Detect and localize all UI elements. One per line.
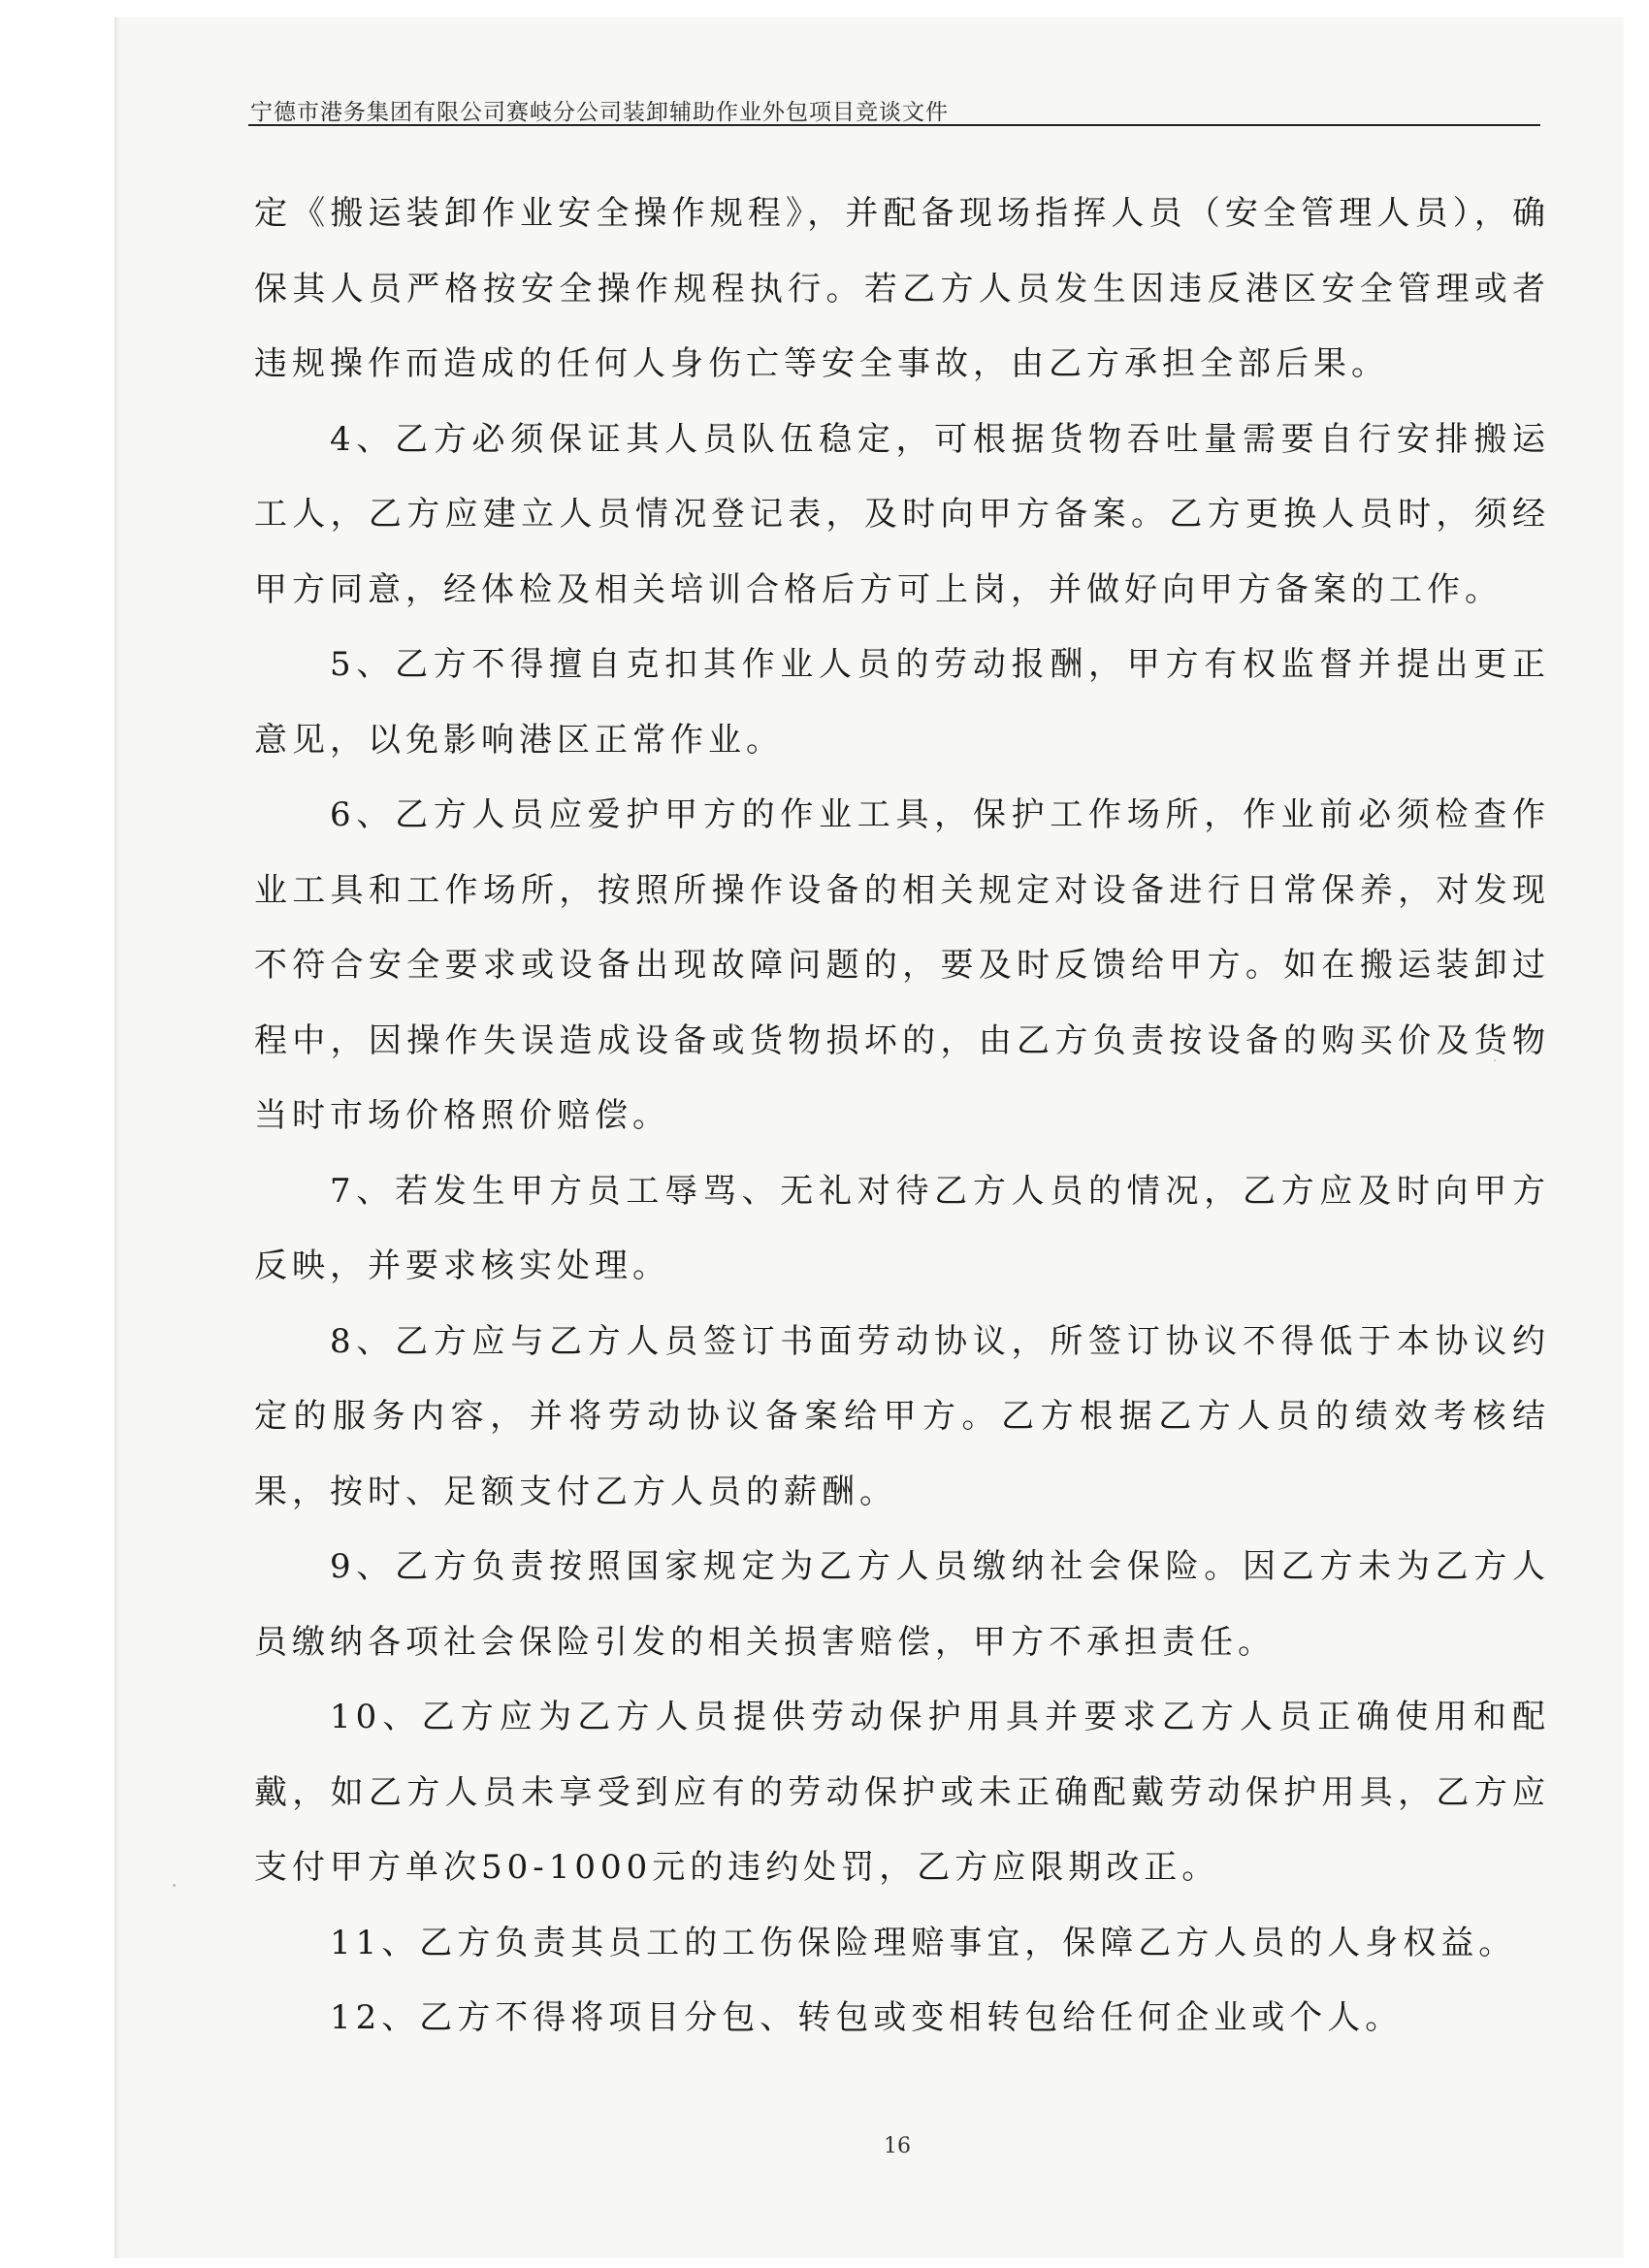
- scan-edge: [114, 17, 120, 2258]
- paragraph-clause-5: 5、乙方不得擅自克扣其作业人员的劳动报酬，甲方有权监督并提出更正意见，以免影响港区正常作业。: [254, 645, 1550, 760]
- paragraph-clause-10: 10、乙方应为乙方人员提供劳动保护用具并要求乙方人员正确使用和配戴，如乙方人员未享受到应有的劳动保护或未正确配戴劳动保护用具，乙方应支付甲方单次50-1000元的违约处罚，乙方应限期改正。: [254, 1698, 1550, 1887]
- paragraph-clause-4: 4、乙方必须保证其人员队伍稳定，可根据货物吞吐量需要自行安排搬运工人，乙方应建立人员情况登记表，及时向甲方备案。乙方更换人员时，须经甲方同意，经体检及相关培训合格后方可上岗，并做好向甲方备案的工作。: [254, 419, 1550, 609]
- paragraph-clause-8: 8、乙方应与乙方人员签订书面劳动协议，所签订协议不得低于本协议约定的服务内容，并将劳动协议备案给甲方。乙方根据乙方人员的绩效考核结果，按时、足额支付乙方人员的薪酬。: [254, 1321, 1550, 1511]
- document-body: [254, 177, 1550, 2057]
- scan-speck: [173, 1884, 176, 1887]
- document-header: 宁德市港务集团有限公司赛岐分公司装卸辅助作业外包项目竞谈文件: [250, 100, 949, 125]
- scan-speck: [1494, 1059, 1496, 1061]
- paragraph-clause-11: 11、乙方负责其员工的工伤保险理赔事宜，保障乙方人员的人身权益。: [330, 1923, 1517, 1962]
- paragraph-continuation: 定《搬运装卸作业安全操作规程》，并配备现场指挥人员（安全管理人员），确保其人员严格按安全操作规程执行。若乙方人员发生因违反港区安全管理或者违规操作而造成的任何人身伤亡等安全事故，由乙方承担全部后果。: [254, 194, 1550, 383]
- header-rule: [248, 124, 1540, 126]
- paragraph-clause-6: 6、乙方人员应爱护甲方的作业工具，保护工作场所，作业前必须检查作业工具和工作场所，按照所操作设备的相关规定对设备进行日常保养，对发现不符合安全要求或设备出现故障问题的，要及时反馈给甲方。如在搬运装卸过程中，因操作失误造成设备或货物损坏的，由乙方负责按设备的购买价及货物当时市场价格照价赔偿。: [254, 795, 1550, 1135]
- paragraph-clause-9: 9、乙方负责按照国家规定为乙方人员缴纳社会保险。因乙方未为乙方人员缴纳各项社会保险引发的相关损害赔偿，甲方不承担责任。: [254, 1547, 1550, 1662]
- paragraph-clause-7: 7、若发生甲方员工辱骂、无礼对待乙方人员的情况，乙方应及时向甲方反映，并要求核实处理。: [254, 1171, 1550, 1285]
- paragraph-clause-12: 12、乙方不得将项目分包、转包或变相转包给任何企业或个人。: [330, 1998, 1404, 2037]
- page-number: 16: [884, 2134, 911, 2158]
